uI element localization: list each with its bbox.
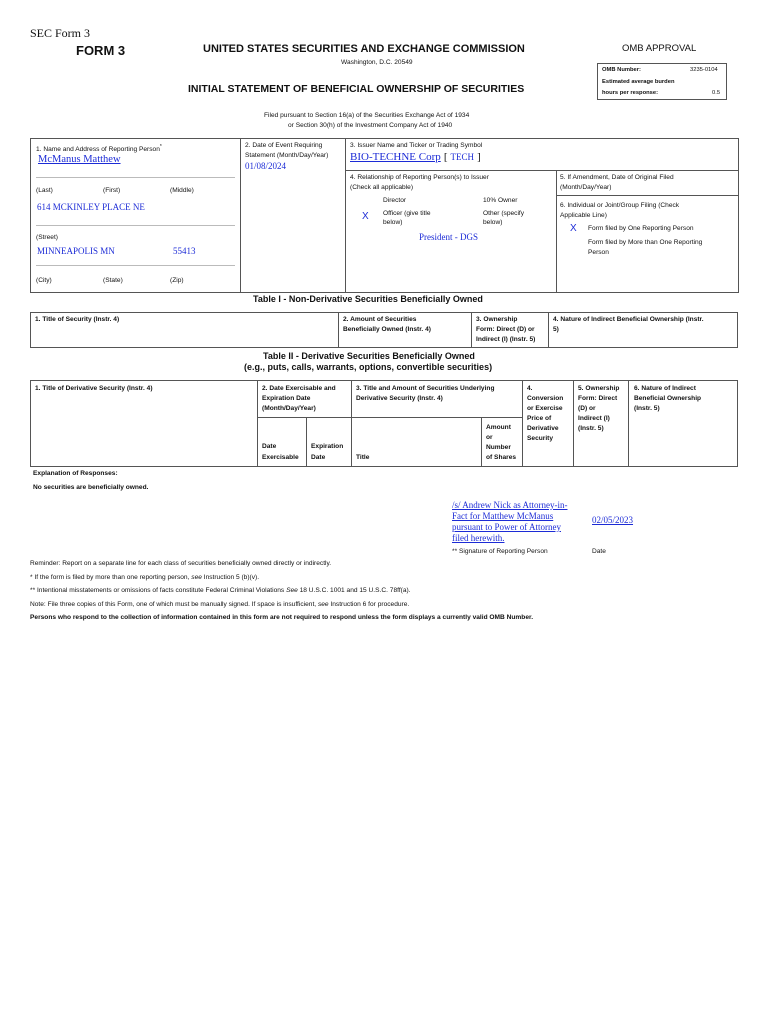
- table1-col3-header-line1: 3. Ownership: [476, 316, 518, 323]
- table2-col6-header-line2: Beneficial Ownership: [634, 395, 702, 402]
- middle-label: (Middle): [170, 187, 194, 194]
- omb-hours-label: hours per response:: [602, 90, 659, 96]
- table1-col3-header-line2: Form: Direct (D) or: [476, 326, 535, 333]
- footer-note3-see: see: [317, 601, 329, 608]
- table2-col3-amount-line3: Number: [486, 444, 511, 451]
- table2-col4-header-line5: Derivative: [527, 425, 559, 432]
- table2-title-line2: (e.g., puts, calls, warrants, options, convertible securities): [244, 362, 493, 372]
- omb-number-label: OMB Number:: [602, 67, 641, 73]
- city-label: (City): [36, 277, 52, 284]
- agency-location: Washington, D.C. 20549: [341, 59, 413, 66]
- reporting-person-label-text: 1. Name and Address of Reporting Person: [36, 146, 160, 154]
- state-label: (State): [103, 277, 123, 284]
- filed-pursuant-line2: or Section 30(h) of the Investment Company Act of 1940: [288, 122, 453, 129]
- footer-note3: [30, 600, 409, 610]
- statement-title: INITIAL STATEMENT OF BENEFICIAL OWNERSHIP OF SECURITIES: [188, 83, 525, 95]
- table1-col2-header-line1: 2. Amount of Securities: [343, 316, 417, 323]
- table2-col1-header: 1. Title of Derivative Security (Instr. 4): [35, 385, 153, 392]
- relationship-label-line2: (Check all applicable): [350, 184, 414, 191]
- officer-option-line2: below): [383, 219, 403, 226]
- omb-number-value: 3235-0104: [690, 67, 718, 73]
- signature-label: ** Signature of Reporting Person: [452, 548, 548, 555]
- reporting-person-name[interactable]: McManus Matthew: [38, 154, 121, 165]
- issuer-name-link[interactable]: BIO-TECHNE Corp: [350, 151, 441, 163]
- table2-col5-header-line1: 5. Ownership: [578, 385, 620, 392]
- filing-more-line1: Form filed by More than One Reporting: [588, 239, 703, 246]
- zip-value: 55413: [173, 246, 196, 256]
- table1-title: Table I - Non-Derivative Securities Beneficially Owned: [253, 294, 483, 304]
- first-label: (First): [103, 187, 121, 194]
- ticker-symbol: TECH: [450, 152, 475, 162]
- signature-line4[interactable]: filed herewith.: [452, 533, 505, 543]
- officer-title-value: President - DGS: [419, 232, 478, 242]
- filing-type-label-line1: 6. Individual or Joint/Group Filing (Check: [560, 202, 680, 209]
- table2-col5-header-line4: Indirect (I): [578, 415, 610, 422]
- ticker-bracket-close: ]: [477, 151, 481, 163]
- form-title: FORM 3: [76, 43, 126, 58]
- table2-col3-title: Title: [356, 454, 370, 461]
- table2-col4-header-line4: Price of: [527, 415, 552, 422]
- issuer-row: [350, 151, 481, 163]
- footer-note1: [30, 573, 259, 583]
- footer-note2: [30, 586, 411, 596]
- asterisk: *: [159, 144, 162, 150]
- event-date-label-line1: 2. Date of Event Requiring: [245, 142, 323, 149]
- filing-one-person: Form filed by One Reporting Person: [588, 225, 694, 232]
- table2-title-line1: Table II - Derivative Securities Beneficially Owned: [263, 351, 475, 361]
- filing-type-label-line2: Applicable Line): [560, 212, 607, 219]
- table2-col4-header-line6: Security: [527, 435, 554, 442]
- footer-note1-ref: Instruction 5 (b)(v).: [201, 574, 260, 581]
- signature-line3[interactable]: pursuant to Power of Attorney: [452, 522, 561, 532]
- amendment-label-line1: 5. If Amendment, Date of Original Filed: [560, 174, 674, 181]
- table2-col3-header-line1: 3. Title and Amount of Securities Underlying: [356, 385, 495, 392]
- table2-col5-header-line5: (Instr. 5): [578, 425, 604, 432]
- table2-col4-header-line1: 4.: [527, 385, 533, 392]
- signature-line2[interactable]: Fact for Matthew McManus: [452, 511, 554, 521]
- omb-burden-label: Estimated average burden: [602, 79, 675, 85]
- street-value: 614 MCKINLEY PLACE NE: [37, 202, 145, 212]
- explanation-text: No securities are beneficially owned.: [33, 484, 149, 491]
- table2-col2-header-line3: (Month/Day/Year): [262, 405, 316, 412]
- omb-hours-value: 0.5: [712, 90, 721, 96]
- owner10-option: 10% Owner: [483, 197, 518, 204]
- table2-col5-header-line3: (D) or: [578, 405, 596, 412]
- table2-col4-header-line3: or Exercise: [527, 405, 563, 412]
- table2-col6-header-line1: 6. Nature of Indirect: [634, 385, 696, 392]
- table2-col3-amount-line1: Amount: [486, 424, 511, 431]
- table1-col1-header: 1. Title of Security (Instr. 4): [35, 316, 120, 323]
- filing-one-check-mark: X: [570, 223, 577, 234]
- footer-note3-text: Note: File three copies of this Form, one of which must be manually signed. If space is insufficient,: [30, 601, 318, 608]
- street-label: (Street): [36, 234, 58, 241]
- footer-note1-text: * If the form is filed by more than one reporting person,: [30, 574, 192, 581]
- signature-date-label: Date: [592, 548, 606, 555]
- table1-col4-header-line1: 4. Nature of Indirect Beneficial Ownership (Instr.: [553, 316, 704, 323]
- signature-date: 02/05/2023: [592, 515, 634, 525]
- agency-title: UNITED STATES SECURITIES AND EXCHANGE COMMISSION: [203, 43, 525, 55]
- event-date-label-line2: Statement (Month/Day/Year): [245, 152, 329, 159]
- signature-line1[interactable]: /s/ Andrew Nick as Attorney-in-: [452, 500, 568, 510]
- table1-col2-header-line2: Beneficially Owned (Instr. 4): [343, 326, 431, 333]
- table2-date-exercisable-line1: Date: [262, 443, 277, 450]
- filing-more-line2: Person: [588, 249, 609, 256]
- city-value: MINNEAPOLIS MN: [37, 246, 115, 256]
- relationship-label-line1: 4. Relationship of Reporting Person(s) to Issuer: [350, 174, 489, 181]
- footer-note3-ref: Instruction 6 for procedure.: [328, 601, 410, 608]
- other-option-line1: Other (specify: [483, 210, 525, 217]
- omb-persons-note: Persons who respond to the collection of information contained in this form are not required to respond unless the form displays a currently valid OMB Number.: [30, 614, 534, 621]
- explanation-heading: Explanation of Responses:: [33, 470, 118, 477]
- ticker-bracket-open: [: [443, 151, 448, 163]
- other-option-line2: below): [483, 219, 503, 226]
- sec-form-label: SEC Form 3: [30, 26, 91, 40]
- issuer-label: 3. Issuer Name and Ticker or Trading Symbol: [350, 142, 483, 149]
- footer-note2-see: See: [286, 587, 298, 594]
- amendment-label-line2: (Month/Day/Year): [560, 184, 612, 191]
- table2-col5-header-line2: Form: Direct: [578, 395, 618, 402]
- event-date-value: 01/08/2024: [245, 161, 287, 171]
- officer-option-line1: Officer (give title: [383, 210, 431, 217]
- officer-check-mark: X: [362, 211, 369, 222]
- table2-col4-header-line2: Conversion: [527, 395, 564, 402]
- table2-col3-amount-line4: of Shares: [486, 454, 517, 461]
- table2-date-exercisable-line2: Exercisable: [262, 454, 299, 461]
- table2-col3-amount-line2: or: [486, 434, 493, 441]
- footer-note2-ref: 18 U.S.C. 1001 and 15 U.S.C. 78ff(a).: [297, 587, 411, 594]
- last-label: (Last): [36, 187, 53, 194]
- omb-approval-title: OMB APPROVAL: [622, 43, 697, 54]
- director-option: Director: [383, 197, 407, 204]
- table2-col2-header-line2: Expiration Date: [262, 395, 311, 402]
- table2-expiration-line1: Expiration: [311, 443, 344, 450]
- footer-note2-text: ** Intentional misstatements or omissions of facts constitute Federal Criminal Violations: [30, 587, 287, 594]
- table2-col6-header-line3: (Instr. 5): [634, 405, 660, 412]
- footer-note1-see: see: [191, 574, 202, 581]
- table2-col3-header-line2: Derivative Security (Instr. 4): [356, 395, 443, 402]
- zip-label: (Zip): [170, 277, 184, 284]
- table1-col3-header-line3: Indirect (I) (Instr. 5): [476, 336, 536, 343]
- reminder-text: Reminder: Report on a separate line for each class of securities beneficially owned directly or indirectly.: [30, 560, 332, 567]
- table1-col4-header-line2: 5): [553, 326, 559, 333]
- table2-expiration-line2: Date: [311, 454, 326, 461]
- table2-col2-header-line1: 2. Date Exercisable and: [262, 385, 336, 392]
- filed-pursuant-line1: Filed pursuant to Section 16(a) of the Securities Exchange Act of 1934: [264, 112, 470, 119]
